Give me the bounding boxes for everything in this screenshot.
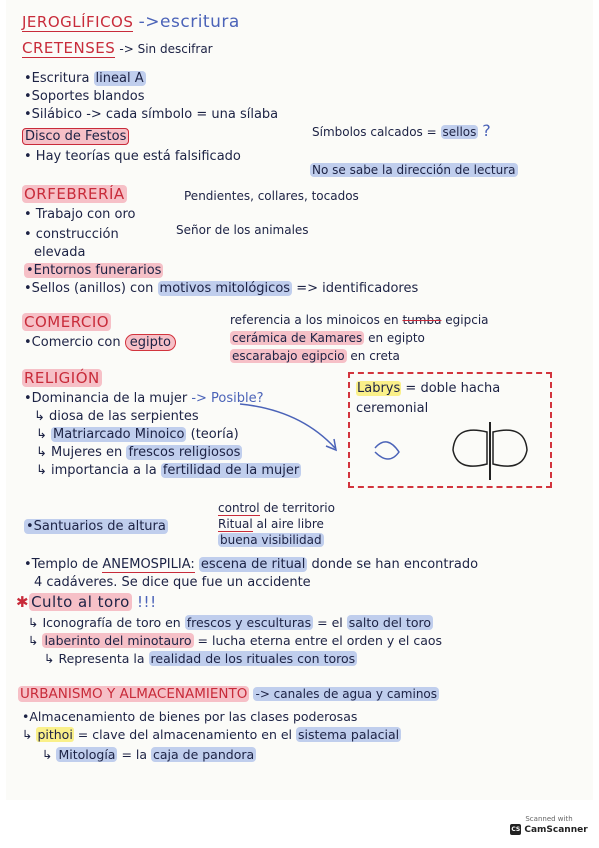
list-item: ↳ Iconografía de toro en frescos y esculturas = el salto del toro [28,615,432,630]
list-item: ↳ Representa la realidad de los rituales con toros [44,651,356,666]
list-item: •Entornos funerarios [26,263,162,278]
urbanismo-heading: URBANISMO Y ALMACENAMIENTO -> canales de agua y caminos [20,686,438,702]
page-title: JEROGLÍFICOS ->escritura [22,12,240,32]
orfebreria-heading: ORFEBRERÍA [24,185,125,203]
list-item: elevada [34,245,86,260]
comercio-heading: COMERCIO [24,313,110,331]
branch-visibilidad: buena visibilidad [220,533,322,547]
branch-control: control de territorio [218,501,335,515]
list-item: •Silábico -> cada símbolo = una sílaba [24,107,279,122]
list-item: ↳ diosa de las serpientes [34,409,199,424]
labrys-ceremonial: ceremonial [356,401,429,416]
list-item: ↳ Matriarcado Minoico (teoría) [36,427,239,442]
labrys-drawing [365,420,545,482]
branch-referencia: referencia a los minoicos en tumba egipcia [230,313,489,327]
labrys-label: Labrys = doble hacha [357,381,501,396]
list-item: • Trabajo con oro [24,207,136,222]
branch-kamares: cerámica de Kamares en egipto [232,331,425,345]
list-item: •Dominancia de la mujer -> Posible? [24,391,264,406]
list-item: ↳ importancia a la fertilidad de la mujer [36,463,300,478]
list-item: •Escritura lineal A [24,71,144,86]
list-item: •Soportes blandos [24,89,145,104]
branch-escarabajo: escarabajo egipcio en creta [232,349,400,363]
list-item: •Comercio con egipto [24,334,176,351]
camscanner-icon: CS [511,826,521,833]
branch-sellos: Símbolos calcados = sellos ? [312,121,491,140]
branch-ritual: Ritual al aire libre [218,517,324,531]
list-item: •Templo de ANEMOSPILIA: escena de ritual donde se han encontrado [24,557,479,572]
list-item: ↳ Mujeres en frescos religiosos [36,445,241,460]
list-item: •Sellos (anillos) con motivos mitológicos => identificadores [24,281,419,296]
list-item: ↳ pithoi = clave del almacenamiento en el sistema palacial [22,727,400,742]
branch-joyas: Pendientes, collares, tocados [184,189,359,203]
religion-heading: RELIGIÓN [24,369,100,387]
branch-direccion: No se sabe la dirección de lectura [312,163,516,177]
list-item: •Almacenamiento de bienes por las clases poderosas [22,709,358,724]
list-item: • Hay teorías que está falsificado [24,149,241,164]
toro-heading: ✱ Culto al toro !!! [16,593,157,611]
cretenses-heading: CRETENSES -> Sin descifrar [22,39,213,57]
camscanner-watermark: Scanned with CS CamScanner [511,815,588,835]
list-item: •Santuarios de altura [26,519,166,534]
disco-heading: Disco de Festos [22,128,129,145]
branch-senor: Señor de los animales [176,223,309,237]
list-item: 4 cadáveres. Se dice que fue un accidente [34,575,311,590]
list-item: ↳ Mitología = la caja de pandora [42,747,255,762]
list-item: ↳ laberinto del minotauro = lucha eterna entre el orden y el caos [28,633,443,648]
arrow-icon [230,400,350,460]
list-item: • construcción [24,227,119,242]
